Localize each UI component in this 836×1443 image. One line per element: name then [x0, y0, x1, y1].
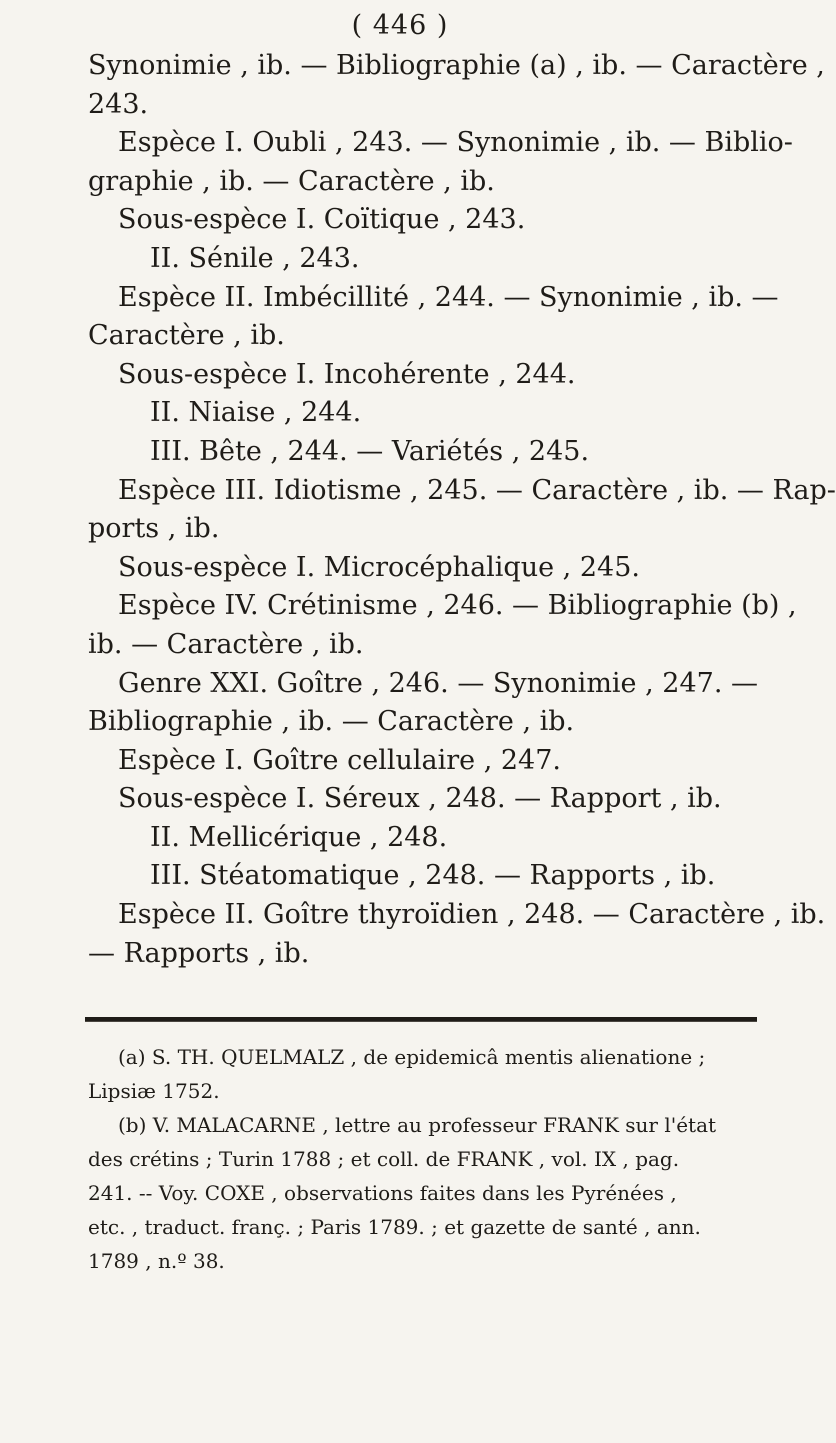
text-line: II. Sénile , 243.	[150, 242, 360, 274]
footnote-line: (a) S. TH. QUELMALZ , de epidemicâ mentis alienatione ;	[118, 1045, 706, 1069]
text-line: Espèce II. Goître thyroïdien , 248. — Caractère , ib.	[118, 899, 826, 931]
footnotes	[88, 1040, 756, 1278]
text-line: III. Stéatomatique , 248. — Rapports , ib.	[150, 860, 716, 892]
text-line: Espèce II. Imbécillité , 244. — Synonimie , ib. —	[118, 281, 779, 313]
text-line: Caractère , ib.	[88, 320, 285, 352]
text-line: Espèce I. Oubli , 243. — Synonimie , ib. — Biblio-	[118, 127, 793, 159]
text-line: ports , ib.	[88, 513, 220, 545]
page-number-header: ( 446 )	[351, 10, 449, 41]
text-line: II. Mellicérique , 248.	[150, 821, 448, 853]
index-text	[88, 47, 836, 973]
footnote-line: 241. -- Voy. COXE , observations faites dans les Pyrénées ,	[88, 1181, 677, 1205]
text-line: — Rapports , ib.	[88, 937, 310, 969]
text-line: Sous-espèce I. Microcéphalique , 245.	[118, 551, 640, 583]
text-line: Espèce I. Goître cellulaire , 247.	[118, 744, 561, 776]
text-line: III. Bête , 244. — Variétés , 245.	[150, 435, 590, 467]
text-line: ib. — Caractère , ib.	[88, 628, 364, 660]
text-line: Bibliographie , ib. — Caractère , ib.	[88, 706, 575, 738]
text-line: Sous-espèce I. Incohérente , 244.	[118, 358, 576, 390]
footnote-line: (b) V. MALACARNE , lettre au professeur FRANK sur l'état	[118, 1113, 717, 1137]
text-line: II. Niaise , 244.	[150, 397, 362, 429]
footnote-line: des crétins ; Turin 1788 ; et coll. de FRANK , vol. IX , pag.	[88, 1147, 680, 1171]
text-line: Sous-espèce I. Séreux , 248. — Rapport , ib.	[118, 783, 722, 815]
text-line: Synonimie , ib. — Bibliographie (a) , ib. — Caractère ,	[88, 50, 825, 81]
text-line: Sous-espèce I. Coïtique , 243.	[118, 204, 526, 236]
text-line: Genre XXI. Goître , 246. — Synonimie , 247. —	[118, 667, 758, 699]
text-line: Espèce III. Idiotisme , 245. — Caractère , ib. — Rap-	[118, 474, 836, 506]
text-line: graphie , ib. — Caractère , ib.	[88, 165, 495, 197]
footnote-line: 1789 , n.º 38.	[88, 1249, 225, 1273]
footnote-line: Lipsiæ 1752.	[88, 1079, 220, 1103]
text-line: 243.	[88, 88, 149, 120]
text-line: Espèce IV. Crétinisme , 246. — Bibliographie (b) ,	[118, 590, 797, 622]
footnote-rule	[85, 1017, 757, 1022]
footnote-line: etc. , traduct. franç. ; Paris 1789. ; et gazette de santé , ann.	[88, 1215, 701, 1239]
